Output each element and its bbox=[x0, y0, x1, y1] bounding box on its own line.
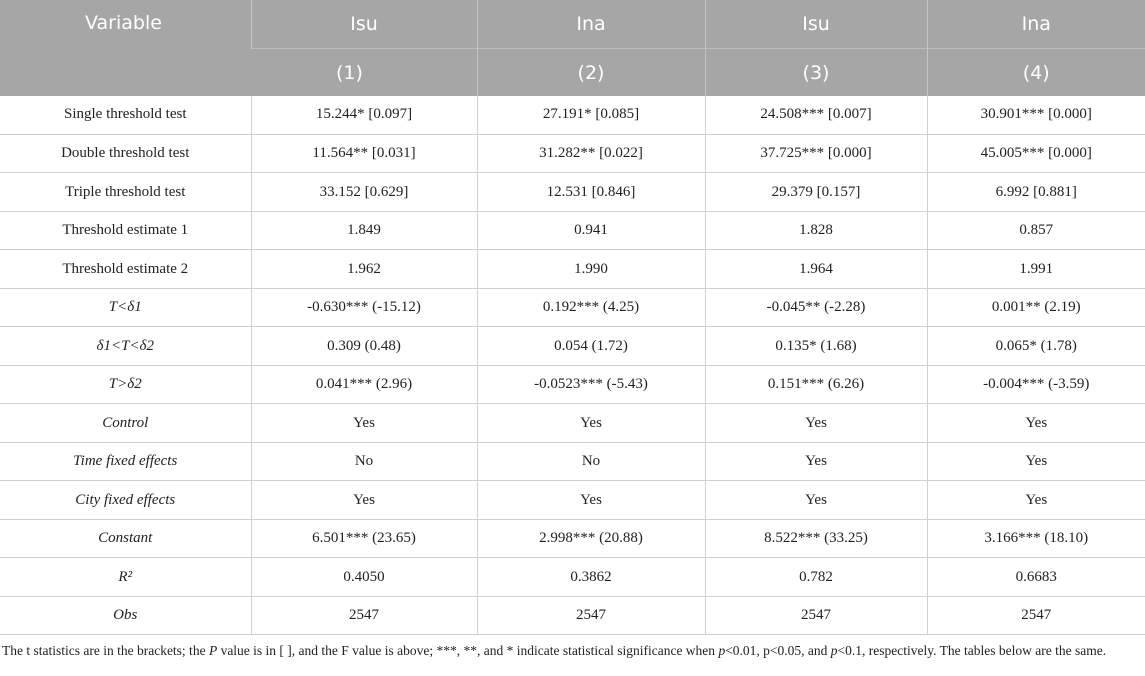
table-row bbox=[0, 404, 1145, 443]
table-cell: 37.725*** [0.000] bbox=[705, 134, 927, 173]
row-label: Control bbox=[0, 404, 251, 443]
table-cell: -0.0523*** (-5.43) bbox=[477, 365, 705, 404]
table-row bbox=[0, 134, 1145, 173]
table-row bbox=[0, 442, 1145, 481]
table-cell: 8.522*** (33.25) bbox=[705, 519, 927, 558]
table-cell: 6.501*** (23.65) bbox=[251, 519, 477, 558]
header-num-1: (1) bbox=[251, 49, 477, 97]
header-col-2: Ina bbox=[477, 0, 705, 49]
table-cell: Yes bbox=[705, 404, 927, 443]
table-cell: 33.152 [0.629] bbox=[251, 173, 477, 212]
table-cell: 24.508*** [0.007] bbox=[705, 96, 927, 134]
table-cell: 6.992 [0.881] bbox=[927, 173, 1145, 212]
note-part4: <0.1, respectively. The tables below are the same. bbox=[837, 643, 1107, 658]
table-cell: 1.962 bbox=[251, 250, 477, 289]
table-cell: 2547 bbox=[251, 596, 477, 635]
table-cell: 0.192*** (4.25) bbox=[477, 288, 705, 327]
table-row bbox=[0, 250, 1145, 289]
table-cell: 12.531 [0.846] bbox=[477, 173, 705, 212]
table-row bbox=[0, 481, 1145, 520]
note-p-italic: P bbox=[208, 643, 218, 658]
table-cell: Yes bbox=[705, 442, 927, 481]
table-cell: -0.630*** (-15.12) bbox=[251, 288, 477, 327]
row-label: Double threshold test bbox=[0, 134, 251, 173]
table-cell: 0.151*** (6.26) bbox=[705, 365, 927, 404]
table-cell: 0.309 (0.48) bbox=[251, 327, 477, 366]
table-cell: 1.849 bbox=[251, 211, 477, 250]
table-cell: -0.045** (-2.28) bbox=[705, 288, 927, 327]
header-num-4: (4) bbox=[927, 49, 1145, 97]
row-label: R² bbox=[0, 558, 251, 597]
table-cell: Yes bbox=[927, 442, 1145, 481]
row-label: Constant bbox=[0, 519, 251, 558]
table-header bbox=[0, 0, 1145, 96]
table-cell: 2.998*** (20.88) bbox=[477, 519, 705, 558]
table-cell: 0.6683 bbox=[927, 558, 1145, 597]
table-cell: 1.990 bbox=[477, 250, 705, 289]
table-cell: Yes bbox=[927, 481, 1145, 520]
row-label: Single threshold test bbox=[0, 96, 251, 134]
table-cell: 1.964 bbox=[705, 250, 927, 289]
row-label: Triple threshold test bbox=[0, 173, 251, 212]
table-cell: 1.828 bbox=[705, 211, 927, 250]
table-cell: 15.244* [0.097] bbox=[251, 96, 477, 134]
table-cell: Yes bbox=[251, 481, 477, 520]
note-p1: p bbox=[718, 643, 726, 658]
table-row bbox=[0, 173, 1145, 212]
table-cell: Yes bbox=[251, 404, 477, 443]
table-cell: 0.041*** (2.96) bbox=[251, 365, 477, 404]
header-num-2: (2) bbox=[477, 49, 705, 97]
row-label: T<δ1 bbox=[0, 288, 251, 327]
note-p2: p bbox=[830, 643, 838, 658]
row-label: Time fixed effects bbox=[0, 442, 251, 481]
table-cell: 0.054 (1.72) bbox=[477, 327, 705, 366]
table-cell: No bbox=[251, 442, 477, 481]
table-row bbox=[0, 519, 1145, 558]
table-cell: 0.857 bbox=[927, 211, 1145, 250]
header-row-columns bbox=[0, 0, 1145, 49]
table-cell: -0.004*** (-3.59) bbox=[927, 365, 1145, 404]
note-part1: The t statistics are in the brackets; the bbox=[2, 643, 209, 658]
header-col-3: Isu bbox=[705, 0, 927, 49]
table-cell: 0.001** (2.19) bbox=[927, 288, 1145, 327]
table-cell: 0.4050 bbox=[251, 558, 477, 597]
header-col-4: Ina bbox=[927, 0, 1145, 49]
table-cell: 1.991 bbox=[927, 250, 1145, 289]
table-row bbox=[0, 96, 1145, 134]
table-cell: Yes bbox=[705, 481, 927, 520]
table-cell: 30.901*** [0.000] bbox=[927, 96, 1145, 134]
table-cell: 0.782 bbox=[705, 558, 927, 597]
table-cell: 0.135* (1.68) bbox=[705, 327, 927, 366]
table-cell: 3.166*** (18.10) bbox=[927, 519, 1145, 558]
table-cell: 0.3862 bbox=[477, 558, 705, 597]
header-variable: Variable bbox=[0, 0, 251, 96]
table-cell: 0.065* (1.78) bbox=[927, 327, 1145, 366]
table-row bbox=[0, 211, 1145, 250]
row-label: Threshold estimate 1 bbox=[0, 211, 251, 250]
table-cell: 11.564** [0.031] bbox=[251, 134, 477, 173]
table-row bbox=[0, 596, 1145, 635]
table-cell: 45.005*** [0.000] bbox=[927, 134, 1145, 173]
row-label: Obs bbox=[0, 596, 251, 635]
table-row bbox=[0, 365, 1145, 404]
table-cell: 0.941 bbox=[477, 211, 705, 250]
table-cell: Yes bbox=[477, 481, 705, 520]
table-cell: Yes bbox=[477, 404, 705, 443]
note-part3: <0.01, p<0.05, and bbox=[725, 643, 831, 658]
table-row bbox=[0, 558, 1145, 597]
table-cell: Yes bbox=[927, 404, 1145, 443]
table-cell: No bbox=[477, 442, 705, 481]
table-cell: 2547 bbox=[927, 596, 1145, 635]
table-cell: 31.282** [0.022] bbox=[477, 134, 705, 173]
table-cell: 2547 bbox=[477, 596, 705, 635]
table-footnote bbox=[2, 641, 1142, 660]
note-part2: value is in [ ], and the F value is above; ***, **, and * indicate statistical significance when bbox=[217, 643, 719, 658]
row-label: Threshold estimate 2 bbox=[0, 250, 251, 289]
table-body bbox=[0, 96, 1145, 635]
table-row bbox=[0, 327, 1145, 366]
row-label: δ1<T<δ2 bbox=[0, 327, 251, 366]
table-cell: 29.379 [0.157] bbox=[705, 173, 927, 212]
header-num-3: (3) bbox=[705, 49, 927, 97]
row-label: T>δ2 bbox=[0, 365, 251, 404]
table-cell: 2547 bbox=[705, 596, 927, 635]
table-row bbox=[0, 288, 1145, 327]
table-cell: 27.191* [0.085] bbox=[477, 96, 705, 134]
row-label: City fixed effects bbox=[0, 481, 251, 520]
header-col-1: Isu bbox=[251, 0, 477, 49]
